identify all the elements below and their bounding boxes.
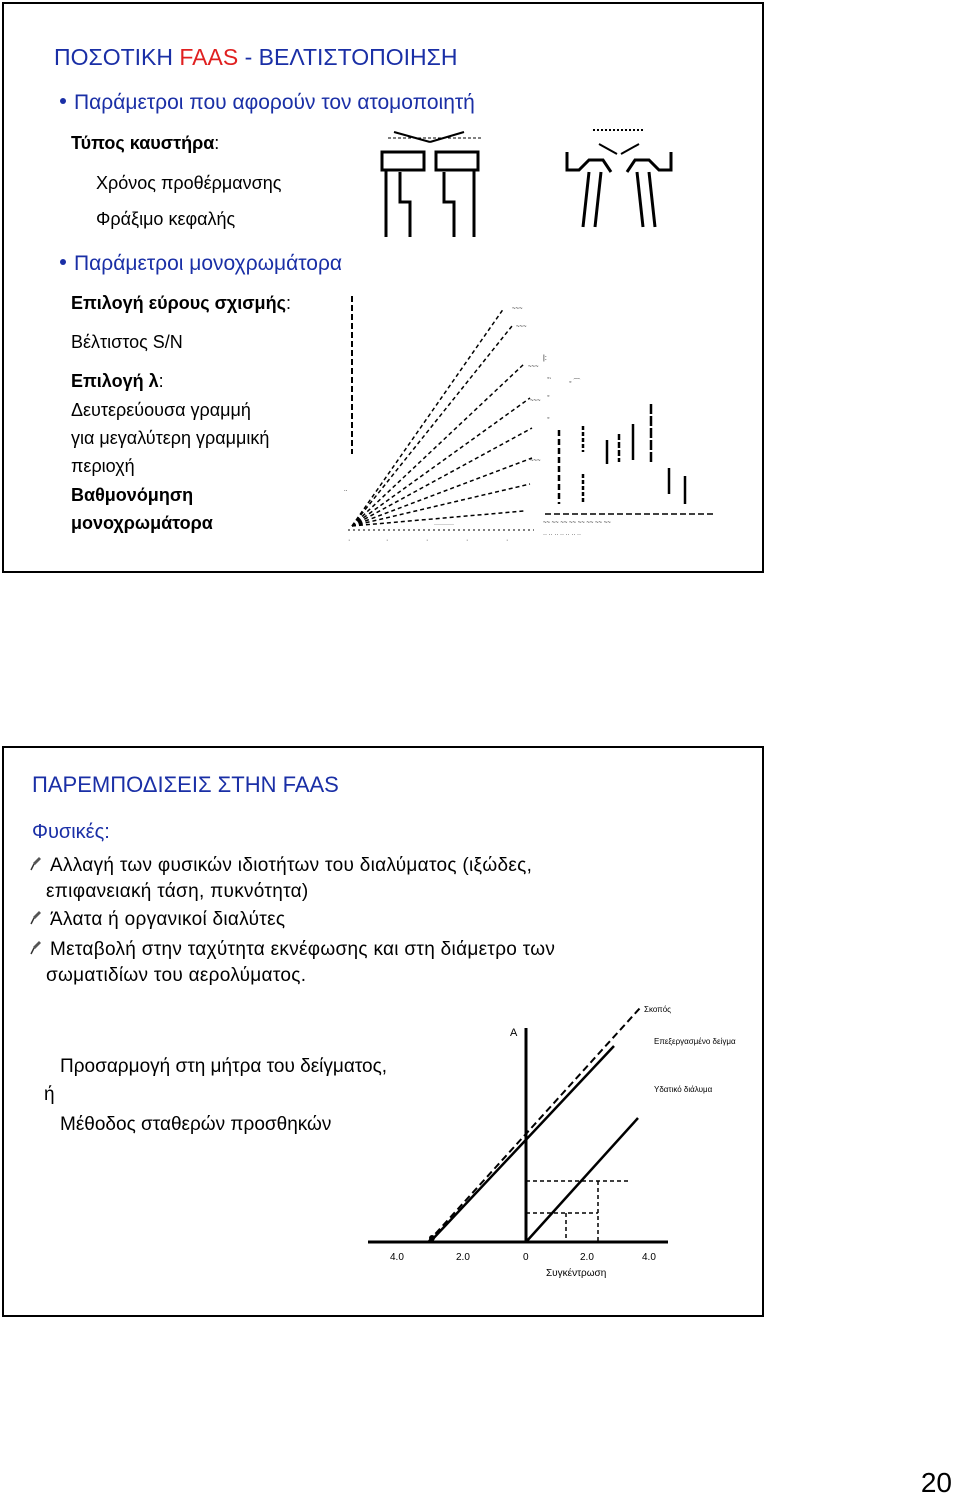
standard-additions-graph [328,998,738,1290]
svg-text:~~ ~~ ~~ ~~ ~~ ~~ ~~ ~~: ~~ ~~ ~~ ~~ ~~ ~~ ~~ ~~ [543,520,611,526]
svg-text:~~~: ~~~ [530,458,541,464]
y-axis-label: A [510,1027,518,1039]
optimal-sn: Βέλτιστος S/N [71,332,183,352]
pin-bullet-icon [30,856,42,872]
interference-item-2 [30,909,285,931]
pin-bullet-icon [30,910,42,926]
preheat-time: Χρόνος προθέρμανσης [96,173,282,193]
head-clogging: Φράξιμο κεφαλής [96,209,236,229]
svg-text:◦: ◦ [547,415,550,422]
svg-text:·· ·· ·· ·· ·· ·· ··: ·· ·· ·· ·· ·· ·· ·· [543,532,581,538]
title-text: ΠΟΣΟΤΙΚΗ [54,44,180,70]
svg-text:◦: ◦ [547,393,550,400]
slide-title: ΠΑΡΕΜΠΟΔΙΣΕΙΣ ΣΤΗΝ FAAS [32,772,339,797]
lambda-choice [71,371,164,392]
x-axis-label: Συγκέντρωση [546,1268,607,1279]
item-text: Αλλαγή των φυσικών ιδιοτήτων του διαλύματος (ιξώδες, [50,855,533,876]
svg-text:·: · [506,537,509,544]
svg-text:~~~: ~~~ [528,364,539,370]
slit-width [71,293,291,314]
intercept-point [429,1235,435,1241]
colon: : [285,293,291,313]
slit-width-label: Επιλογή εύρους σχισμής [71,293,286,313]
burner-type-label: Τύπος καυστήρα [71,133,215,153]
secondary-line: Δευτερεύουσα γραμμή [71,400,251,420]
slide-optimization [2,2,764,573]
title-text-end: - ΒΕΛΤΙΣΤΟΠΟΙΗΣΗ [238,44,458,70]
x-tick-1: 4.0 [390,1252,404,1263]
page-number: 20 [920,1467,952,1498]
svg-text:◦ ⌒: ◦ ⌒ [569,379,581,386]
burner-head-diagram-1 [374,122,494,240]
physical-heading: Φυσικές: [32,821,110,843]
lambda-label: Επιλογή λ [71,371,159,391]
slide-title [54,44,458,71]
interference-item-3-cont: σωματιδίων του αερολύματος. [46,965,307,986]
item-text: Μεταβολή στην ταχύτητα εκνέφωσης και στη διάμετρο των [50,939,556,960]
slide-interferences [2,746,764,1317]
svg-text:~~~: ~~~ [516,324,527,330]
svg-text:◦·: ◦· [547,375,552,382]
interference-item-3 [30,939,555,961]
svg-text:~~~: ~~~ [512,306,523,312]
colon: : [158,371,164,391]
svg-text:~~~: ~~~ [530,398,541,404]
bullet-label: Παράμετροι μονοχρωμάτορα [74,252,343,275]
colon: : [214,133,220,153]
svg-text:·: · [348,537,351,544]
bullet-label: Παράμετροι που αφορούν τον ατομοποιητή [74,91,475,114]
x-tick-3: 0 [523,1252,529,1263]
svg-text:·: · [386,537,389,544]
pin-bullet-icon [30,940,42,956]
svg-text:..: .. [344,487,348,493]
interference-item-1-cont: επιφανειακή τάση, πυκνότητα) [46,881,309,902]
burner-head-diagram-2 [559,122,679,232]
calibration: Βαθμονόμηση [71,485,194,505]
region: περιοχή [71,456,135,476]
title-faas: FAAS [179,44,239,70]
svg-text:··········: ·········· [434,522,454,528]
matrix-matching: Προσαρμογή στη μήτρα του δείγματος, [60,1056,388,1077]
svg-text:·: · [466,537,469,544]
larger-range: για μεγαλύτερη γραμμική [71,428,270,448]
spectrum-graph [539,344,719,549]
bullet-icon [60,98,66,104]
standard-additions: Μέθοδος σταθερών προσθηκών [60,1114,332,1135]
svg-text:·: · [426,537,429,544]
bullet-monochromator [60,252,342,276]
burner-type [71,133,219,154]
or-separator: ή [44,1084,55,1105]
legend-treated-sample: Επεξεργασμένο δείγμα [654,1037,736,1046]
legend-aqueous-solution: Υδατικό διάλυμα [654,1085,713,1094]
x-tick-5: 4.0 [642,1252,656,1263]
svg-text:|:: |: [543,355,547,362]
x-tick-2: 2.0 [456,1252,470,1263]
calibration-curves-graph [334,286,544,548]
monochromator: μονοχρωμάτορα [71,513,213,533]
bullet-atomizer [60,91,475,115]
item-text: Άλατα ή οργανικοί διαλύτες [50,909,286,930]
legend-blank: Σκοπός [644,1005,672,1014]
interference-item-1 [30,855,532,877]
x-tick-4: 2.0 [580,1252,594,1263]
bullet-icon [60,259,66,265]
